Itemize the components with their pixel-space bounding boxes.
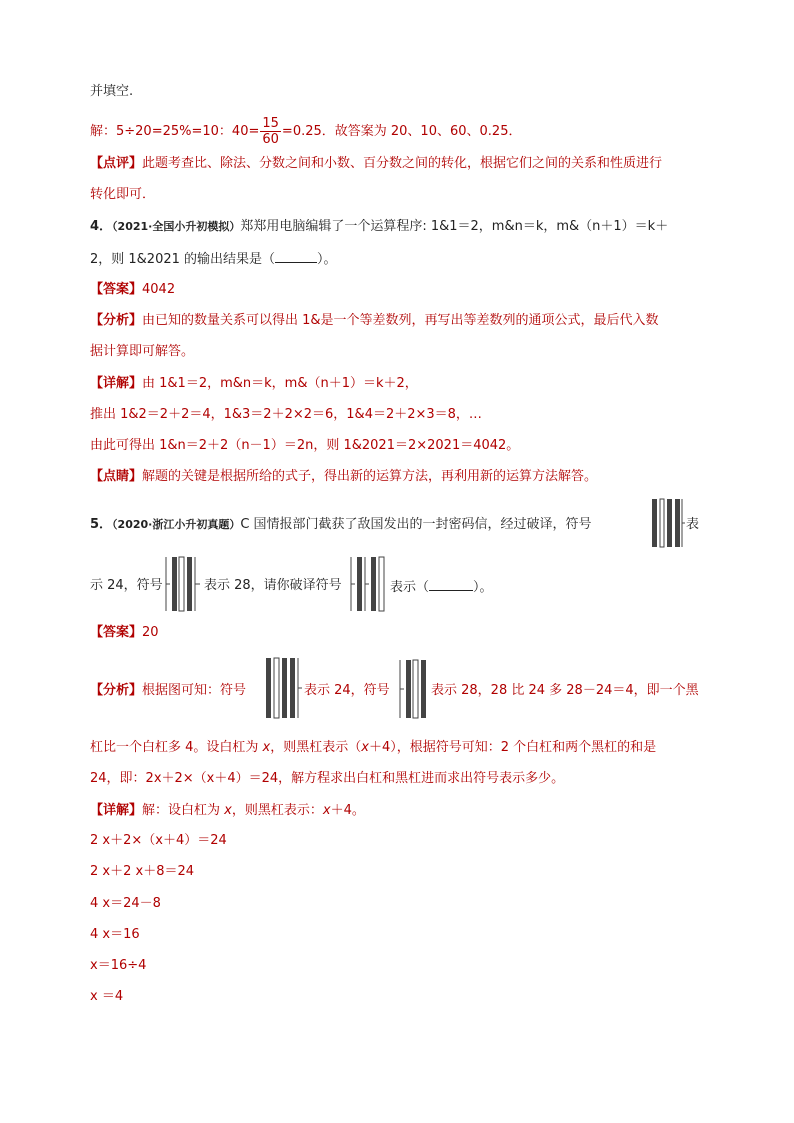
q5-answer-value: 20 [142, 625, 159, 640]
q5-step: 2 x＋2×（x＋4）＝24 [90, 833, 227, 848]
q5-step: 4 x＝24－8 [90, 896, 161, 911]
analysis-symbol-28-icon [398, 659, 432, 719]
barcode-symbol-24-icon [651, 498, 685, 548]
q5-analysis-var-x2: x [361, 740, 369, 755]
q5-analysis-2d: ＋4），根据符号可知：2 个白杠和两个黑杠的和是 [368, 740, 657, 755]
q5-step: x＝16÷4 [90, 958, 147, 973]
q5-answer-tag: 【答案】 [90, 625, 143, 640]
q5-answer-blank [429, 576, 473, 591]
q5-line2-end [390, 576, 493, 598]
q4-detail-1: 由 1&1＝2，m&n＝k，m&（n＋1）＝k＋2， [142, 376, 418, 391]
q5-step: x ＝4 [90, 989, 124, 1004]
q4-number: 4． [90, 219, 113, 234]
q4-detail-line3: 由此可得出 1&n＝2＋2（n－1）＝2n，则 1&2021＝2×2021＝4042。 [90, 438, 520, 453]
q5-source: （2020·浙江小升初真题） [112, 518, 241, 531]
q5-detail [90, 801, 365, 821]
q5-analysis-line1 [90, 681, 246, 701]
fraction-15-60 [260, 116, 281, 147]
analysis-symbol-24-icon [265, 657, 303, 719]
section3-comment [90, 154, 662, 174]
q5-text1-end: 表 [686, 517, 700, 532]
q5-detail-var-x2: x [322, 803, 331, 818]
q5-analysis-1a: 根据图可知：符号 [142, 683, 247, 698]
barcode-symbol-query-icon [349, 556, 389, 612]
q4-source: （2021·全国小升初模拟） [112, 220, 241, 233]
q5-step: 2 x＋2 x＋8＝24 [90, 864, 195, 879]
q5-analysis-1b: 表示 24，符号 [304, 683, 390, 698]
q4-remark-tag: 【点睛】 [90, 469, 143, 484]
q5-number: 5． [90, 517, 113, 532]
q5-analysis-line3: 24，即：2x＋2×（x＋4）＝24，解方程求出白杠和黑杠进而求出符号表示多少。 [90, 771, 565, 786]
q4-analysis-tag: 【分析】 [90, 313, 143, 328]
q5-text2d: ）。 [473, 580, 493, 595]
q4-text2a: 2，则 1&2021 的输出结果是（ [90, 252, 276, 267]
q5-analysis-2b: ，则黑杠表示（ [270, 740, 362, 755]
q4-answer [90, 280, 175, 300]
q4-analysis [90, 311, 659, 331]
q5-text2c: 表示（ [390, 580, 430, 595]
section3-line1: 并填空. [90, 84, 134, 99]
q5-detail-var-x: x [224, 803, 232, 818]
q5-step: 4 x＝16 [90, 927, 140, 942]
q4-line2 [90, 248, 337, 270]
q5-analysis-2a: 杠比一个白杠多 4。设白杠为 [90, 740, 263, 755]
q5-line1 [90, 515, 592, 535]
comment-text-1: 此题考查比、除法、分数之间和小数、百分数之间的转化，根据它们之间的关系和性质进行 [142, 156, 663, 171]
q4-answer-blank [275, 248, 317, 263]
q5-text2b: 表示 28，请你破译符号 [204, 578, 342, 593]
q4-answer-value: 4042 [142, 282, 176, 297]
q5-answer [90, 623, 159, 643]
q5-analysis-var-x: x [262, 740, 271, 755]
comment-tag: 【点评】 [90, 156, 143, 171]
q5-line2 [90, 576, 163, 596]
q5-detail-1c: ，则黑杠表示： [231, 803, 323, 818]
q5-detail-tag: 【详解】 [90, 803, 143, 818]
fraction-numerator: 15 [262, 116, 279, 131]
q5-text2a: 示 24，符号 [90, 578, 163, 593]
fraction-denominator: 60 [262, 132, 279, 147]
q4-analysis-line2: 据计算即可解答。 [90, 344, 195, 359]
q4-analysis-1: 由已知的数量关系可以得出 1&是一个等差数列，再写出等差数列的通项公式，最后代入数 [142, 313, 659, 328]
q5-analysis-line2 [90, 738, 656, 758]
q5-text1: C 国情报部门截获了敌国发出的一封密码信，经过破译，符号 [240, 517, 592, 532]
section3-comment-line2: 转化即可． [90, 187, 156, 202]
q4-remark-text: 解题的关键是根据所给的式子，得出新的运算方法，再利用新的运算方法解答。 [142, 469, 598, 484]
q4-text2b: ）。 [317, 252, 337, 267]
q4-text1: 郑郑用电脑编辑了一个运算程序: 1&1＝2，m&n＝k，m&（n＋1）＝k＋ [240, 219, 669, 234]
barcode-symbol-28-icon [164, 556, 202, 612]
q4-remark [90, 467, 597, 487]
q5-detail-1e: ＋4。 [330, 803, 365, 818]
solution-suffix: =0.25．故答案为 20、10、60、0.25． [281, 124, 522, 139]
q5-detail-1a: 解：设白杠为 [142, 803, 225, 818]
solution-prefix: 解：5÷20=25%=10：40= [90, 124, 260, 139]
q4-detail [90, 374, 418, 394]
q4-detail-tag: 【详解】 [90, 376, 143, 391]
section3-solution [90, 116, 521, 147]
q5-analysis-tag: 【分析】 [90, 683, 143, 698]
q4-line1 [90, 217, 668, 237]
q4-answer-tag: 【答案】 [90, 282, 143, 297]
q5-analysis-1c: 表示 28，28 比 24 多 28－24＝4，即一个黑 [431, 683, 699, 698]
q4-detail-line2: 推出 1&2＝2＋2＝4，1&3＝2＋2×2＝6，1&4＝2＋2×3＝8，… [90, 407, 482, 422]
